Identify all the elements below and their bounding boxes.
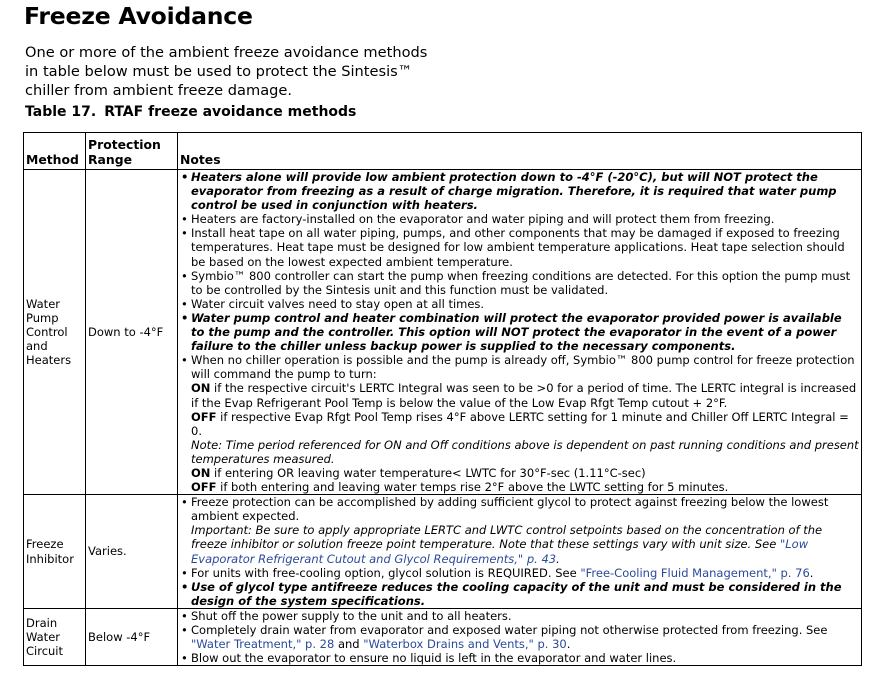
note-item: [180, 623, 859, 651]
note-item: [180, 353, 859, 494]
timing-note: Note: Time period referenced for ON and Off conditions above is dependent on past running conditions and present temperatures measured.: [191, 437, 859, 466]
notes-list: [180, 170, 859, 494]
note-text: Freeze protection can be accomplished by adding sufficient glycol to protect against freezing below the lowest ambient expected.: [191, 495, 829, 524]
note-end: .: [809, 565, 814, 580]
on-keyword: ON: [191, 381, 211, 396]
table-header-row: [24, 133, 862, 170]
range-cell: Below -4°F: [86, 608, 178, 665]
range-cell: Down to -4°F: [86, 170, 178, 495]
notes-list: [180, 609, 859, 665]
important-note: [191, 523, 859, 565]
freeze-avoidance-table: [23, 132, 862, 666]
method-cell: Water Pump Control and Heaters: [24, 170, 86, 495]
condition-text: if the respective circuit's LERTC Integral was seen to be >0 for a period of time. The LERTC integral is increased if the Evap Refrigerant Pool Temp is below the value of the Low Evap Rfgt Temp cutout + 2°F.: [191, 381, 857, 410]
column-header-method: Method: [24, 133, 86, 170]
condition-text: if entering OR leaving water temperature< LWTC for 30°F-sec (1.11°C-sec): [210, 465, 646, 480]
note-item: • Heaters alone will provide low ambient protection down to -4°F (-20°C), but will NOT protect the evaporator from freezing as a result of charge migration. Therefore, it is required that water pump control be used in conjunction with heaters.: [180, 170, 859, 212]
note-item: [180, 495, 859, 565]
note-item: • Water circuit valves need to stay open at all times.: [180, 297, 859, 311]
note-item: [180, 566, 859, 580]
note-text: For units with free-cooling option, glycol solution is REQUIRED. See: [191, 565, 581, 580]
water-treatment-link[interactable]: "Water Treatment," p. 28: [191, 637, 335, 652]
table-row: [24, 495, 862, 609]
note-text: and: [334, 637, 364, 652]
notes-cell: [178, 170, 862, 495]
notes-cell: [178, 495, 862, 609]
note-item: • Use of glycol type antifreeze reduces the cooling capacity of the unit and must be considered in the design of the system specifications.: [180, 580, 859, 608]
note-item: • Heaters are factory-installed on the evaporator and water piping and will protect them from freezing.: [180, 212, 859, 226]
column-header-protection-range: Protection Range: [86, 133, 178, 170]
condition-text: if both entering and leaving water temps rise 2°F above the LWTC setting for 5 minutes.: [216, 480, 729, 495]
table-number: Table 17.: [25, 104, 97, 120]
note-text: When no chiller operation is possible and the pump is already off, Symbio™ 800 pump control for freeze protection will command the pump to turn:: [191, 353, 855, 382]
important-text: Important: Be sure to apply appropriate LERTC and LWTC control setpoints based on the concentration of the freeze inhibitor or solution freeze point temperature. Note that these settings vary with unit size. See: [191, 523, 823, 552]
notes-cell: [178, 608, 862, 665]
intro-paragraph: One or more of the ambient freeze avoidance methods in table below must be used to protect the Sintesis™ chiller from ambient freeze damage.: [25, 44, 428, 99]
note-text: Completely drain water from evaporator and exposed water piping not otherwise protected from freezing. See: [191, 623, 828, 637]
note-item: • Install heat tape on all water piping, pumps, and other components that may be damaged if exposed to freezing temperatures. Heat tape must be designed for low ambient temperature applications. Heat tape selection should be based on the lowest expected ambient temperature.: [180, 226, 859, 268]
pump-on-condition: [191, 466, 859, 480]
off-keyword: OFF: [191, 409, 217, 424]
table-row: [24, 170, 862, 495]
table-caption: [25, 104, 356, 120]
pump-on-condition: [191, 381, 859, 409]
notes-list: [180, 495, 859, 608]
section-heading: Freeze Avoidance: [24, 2, 253, 30]
condition-text: if respective Evap Rfgt Pool Temp rises 4°F above LERTC setting for 1 minute and Chiller Off LERTC Integral = 0.: [191, 409, 849, 438]
table-row: [24, 608, 862, 665]
note-end: .: [566, 637, 571, 652]
glycol-requirements-link[interactable]: "Low Evaporator Refrigerant Cutout and Glycol Requirements," p. 43: [191, 537, 809, 566]
pump-off-condition: [191, 480, 859, 494]
column-header-notes: Notes: [178, 133, 862, 170]
note-item: • Blow out the evaporator to ensure no liquid is left in the evaporator and water lines.: [180, 651, 859, 665]
pump-off-condition: [191, 410, 859, 438]
on-keyword: ON: [191, 465, 211, 480]
method-cell: Drain Water Circuit: [24, 608, 86, 665]
waterbox-drains-link[interactable]: "Waterbox Drains and Vents," p. 30: [363, 637, 567, 652]
note-item: • Shut off the power supply to the unit and to all heaters.: [180, 609, 859, 623]
important-end: .: [556, 551, 560, 566]
note-item: • Symbio™ 800 controller can start the pump when freezing conditions are detected. For this option the pump must to be controlled by the Sintesis unit and this function must be validated.: [180, 269, 859, 297]
method-cell: Freeze Inhibitor: [24, 495, 86, 609]
off-keyword: OFF: [191, 480, 217, 495]
free-cooling-link[interactable]: "Free-Cooling Fluid Management," p. 76: [580, 565, 810, 580]
note-item: • Water pump control and heater combination will protect the evaporator provided power is available to the pump and the controller. This option will NOT protect the evaporator in the event of a power failure to the chiller unless backup power is supplied to the necessary components.: [180, 311, 859, 353]
table-title: RTAF freeze avoidance methods: [104, 104, 357, 120]
range-cell: Varies.: [86, 495, 178, 609]
